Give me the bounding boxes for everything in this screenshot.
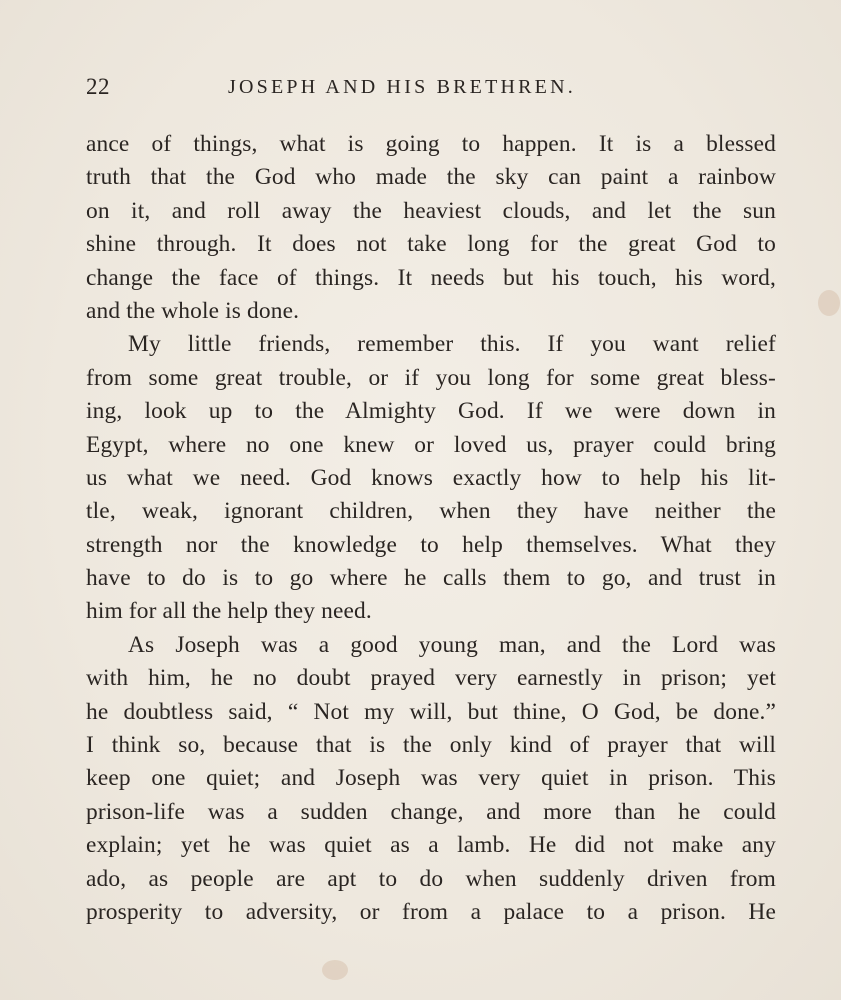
text-line: I think so, because that is the only kind of prayer that will [86,732,776,759]
text-line: us what we need. God knows exactly how to help his lit- [86,464,776,491]
text-line: and the whole is done. [86,297,300,324]
paper-stain [818,290,840,316]
text-line: him for all the help they need. [86,598,372,625]
text-line: on it, and roll away the heaviest clouds, and let the sun [86,197,776,224]
text-line: shine through. It does not take long for the great God to [86,231,776,258]
text-line: tle, weak, ignorant children, when they have neither the [86,498,776,525]
running-title: JOSEPH AND HIS BRETHREN. [228,76,576,98]
text-line: have to do is to go where he calls them to go, and trust in [86,565,776,592]
text-line: truth that the God who made the sky can paint a rainbow [86,164,776,191]
text-line: explain; yet he was quiet as a lamb. He did not make any [86,832,776,859]
page-header [86,74,786,104]
text-line: Egypt, where no one knew or loved us, prayer could bring [86,431,776,458]
text-line: keep one quiet; and Joseph was very quiet in prison. This [86,765,776,792]
text-line: change the face of things. It needs but his touch, his word, [86,264,776,291]
text-line: As Joseph was a good young man, and the Lord was [128,631,776,658]
paper-stain [322,960,348,980]
text-line: prison-life was a sudden change, and more than he could [86,798,776,825]
text-line: from some great trouble, or if you long for some great bless- [86,364,776,391]
text-line: ado, as people are apt to do when suddenly driven from [86,865,776,892]
text-line: prosperity to adversity, or from a palace to a prison. He [86,898,776,925]
page-number: 22 [86,74,110,99]
text-line: he doubtless said, “ Not my will, but thine, O God, be done.” [86,698,776,725]
text-line: My little friends, remember this. If you want relief [128,331,776,358]
text-line: ance of things, what is going to happen. It is a blessed [86,131,776,157]
text-line: strength nor the knowledge to help themselves. What they [86,531,776,558]
text-line: with him, he no doubt prayed very earnestly in prison; yet [86,665,776,692]
body-text [86,128,776,929]
text-line: ing, look up to the Almighty God. If we were down in [86,398,776,425]
